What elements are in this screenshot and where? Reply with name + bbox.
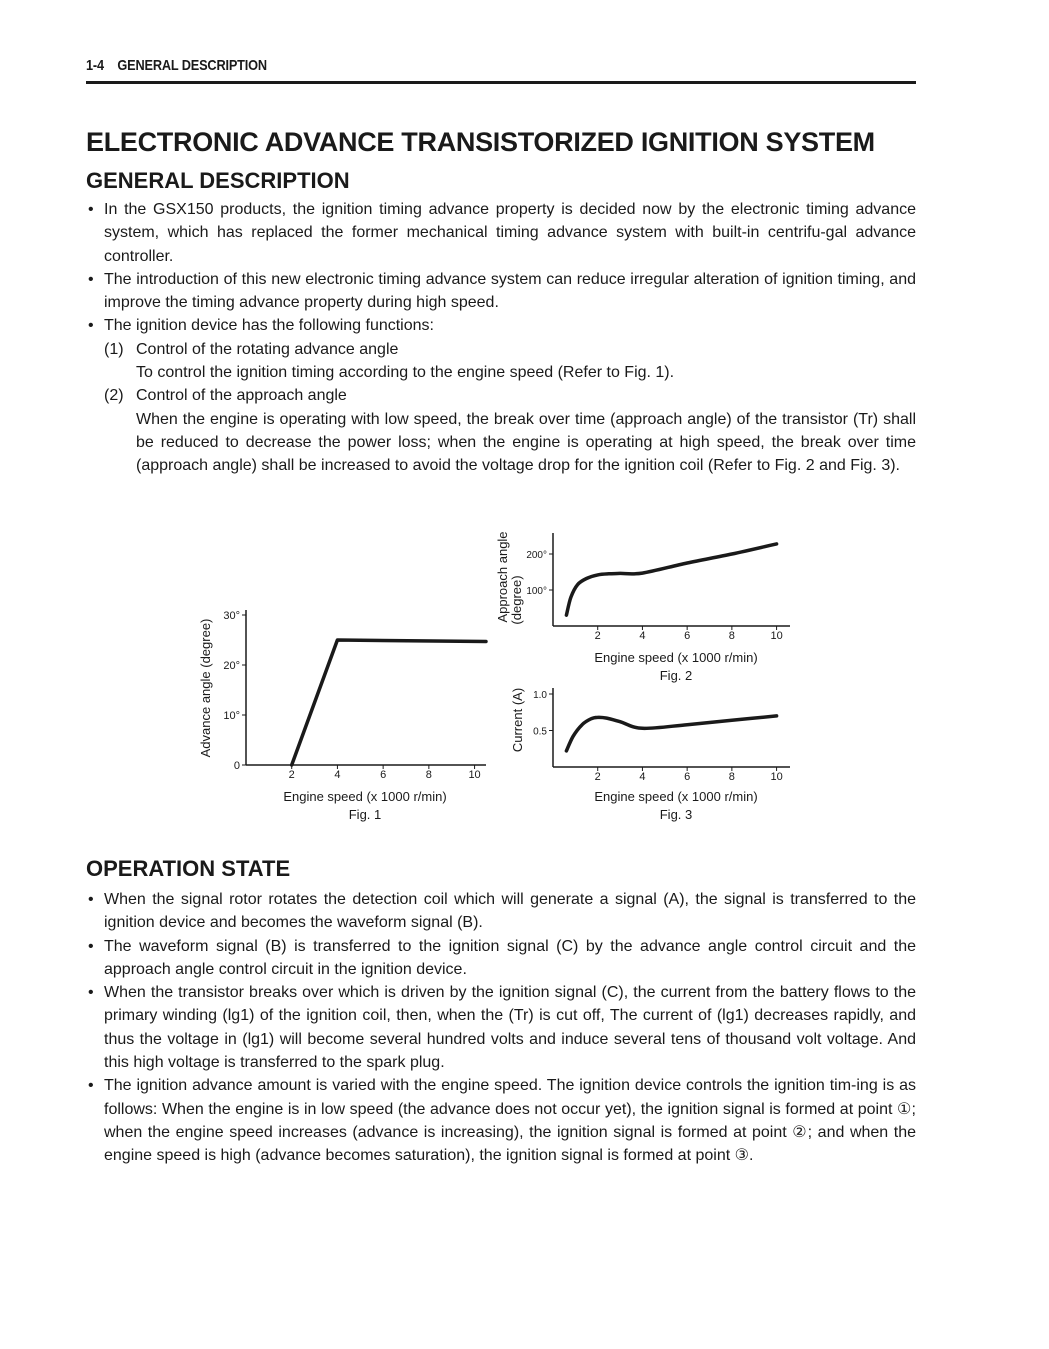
bullet-item: • The ignition advance amount is varied with the engine speed. The ignition device controls the ignition tim-ing is as follows: When the engine is in low speed (the advance does not occur yet), the ignition signal is formed at point ①; when the engine speed increases (advance is increasing), the ignition signal is formed at point ②; and when the engine speed is high (advance becomes saturation), the ignition signal is formed at point ③. [86,1074,916,1167]
fig1-x-tick-label: 2 [288,769,295,781]
bullet-item: • When the transistor breaks over which is driven by the ignition signal (C), the current from the battery flows to the primary winding (lg1) of the ignition coil, then, when the (Tr) is cut off, The current of (lg1) decreases rapidly, and thus the voltage in (lg1) will become several hundred volts and induce several tens of thousand volt voltage. And this high voltage is transferred to the spark plug. [86,981,916,1074]
item-description: To control the ignition timing according to the engine speed (Refer to Fig. 1). [136,364,675,382]
fig2-chart [495,531,790,683]
fig3-x-tick-label: 10 [770,771,783,783]
fig2-y-label-line1: Approach angle [495,531,510,623]
fig3-y-tick-label: 1.0 [533,690,547,701]
item-title: Control of the approach angle [136,387,347,405]
bullet-item: • The ignition device has the following functions: [86,314,916,337]
fig3-series-line [566,716,776,751]
fig1-y-tick-label: 20° [223,660,240,672]
fig3-x-tick-label: 2 [594,771,601,783]
bullet-item: • In the GSX150 products, the ignition timing advance property is decided now by the electronic timing advance system, which has replaced the former mechanical timing advance system with built-in centrifu-gal advance controller. [86,198,916,268]
fig1-x-tick-label: 4 [334,769,341,781]
fig2-x-tick-label: 10 [770,630,783,642]
fig1-x-tick-label: 10 [468,769,481,781]
fig3-y-tick-label: 0.5 [533,726,547,738]
figures [0,510,1049,830]
fig3-x-tick-label: 8 [728,771,735,783]
fig2-y-tick-label: 200° [526,550,547,561]
item-number: (1) [104,340,124,358]
fig3-x-tick-label: 6 [684,771,691,783]
section-label: 1-4 GENERAL DESCRIPTION [86,57,267,74]
fig1-x-tick-label: 6 [380,769,387,781]
numbered-item-1 [86,338,916,361]
numbered-item-2 [86,384,916,407]
fig3-x-label: Engine speed (x 1000 r/min) [594,789,758,804]
fig1-x-label: Engine speed (x 1000 r/min) [283,789,447,804]
fig3-chart [510,688,790,822]
fig2-y-tick-label: 100° [526,586,547,597]
item-description: When the engine is operating with low speed, the break over time (approach angle) of the transistor (Tr) shall be reduced to decrease the power loss; when the engine is operating at high speed, the break over time (approach angle) shall be increased to avoid the voltage drop for the ignition coil (Refer to Fig. 2 and Fig. 3). [136,410,916,475]
fig2-x-tick-label: 6 [684,630,691,642]
fig1-caption: Fig. 1 [348,807,382,822]
fig1-y-label: Advance angle (degree) [198,618,213,758]
fig2-x-tick-label: 2 [594,630,601,642]
page-title: ELECTRONIC ADVANCE TRANSISTORIZED IGNITION SYSTEM [86,127,875,157]
item-title: Control of the rotating advance angle [136,340,399,358]
fig3-x-tick-label: 4 [639,771,646,783]
fig2-y-label-line2: (degree) [509,575,524,625]
fig1-chart [198,610,486,822]
fig3-y-label: Current (A) [510,687,525,753]
fig1-y-tick-label: 0 [233,760,240,772]
fig1-x-tick-label: 8 [425,769,432,781]
operation-state-body [86,888,916,1168]
fig2-x-label: Engine speed (x 1000 r/min) [594,650,758,665]
bullet-item: • The waveform signal (B) is transferred to the ignition signal (C) by the advance angle control circuit and the approach angle control circuit in the ignition device. [86,935,916,982]
general-description-heading: GENERAL DESCRIPTION [86,168,350,193]
page-header [86,57,916,84]
fig2-x-tick-label: 4 [639,630,646,642]
fig2-x-tick-label: 8 [728,630,735,642]
item-number: (2) [104,387,124,405]
bullet-item: • When the signal rotor rotates the detection coil which will generate a signal (A), the signal is transferred to the ignition device and becomes the waveform signal (B). [86,888,916,935]
operation-state-heading: OPERATION STATE [86,856,291,881]
fig2-caption: Fig. 2 [659,668,693,683]
fig1-series-line [292,640,486,765]
bullet-item: • The introduction of this new electronic timing advance system can reduce irregular alteration of ignition timing, and improve the timing advance property during high speed. [86,268,916,315]
fig1-y-tick-label: 10° [223,710,240,722]
general-description-body [86,198,916,478]
fig1-y-tick-label: 30° [223,610,240,622]
fig2-series-line [566,544,776,615]
fig3-caption: Fig. 3 [659,807,693,822]
